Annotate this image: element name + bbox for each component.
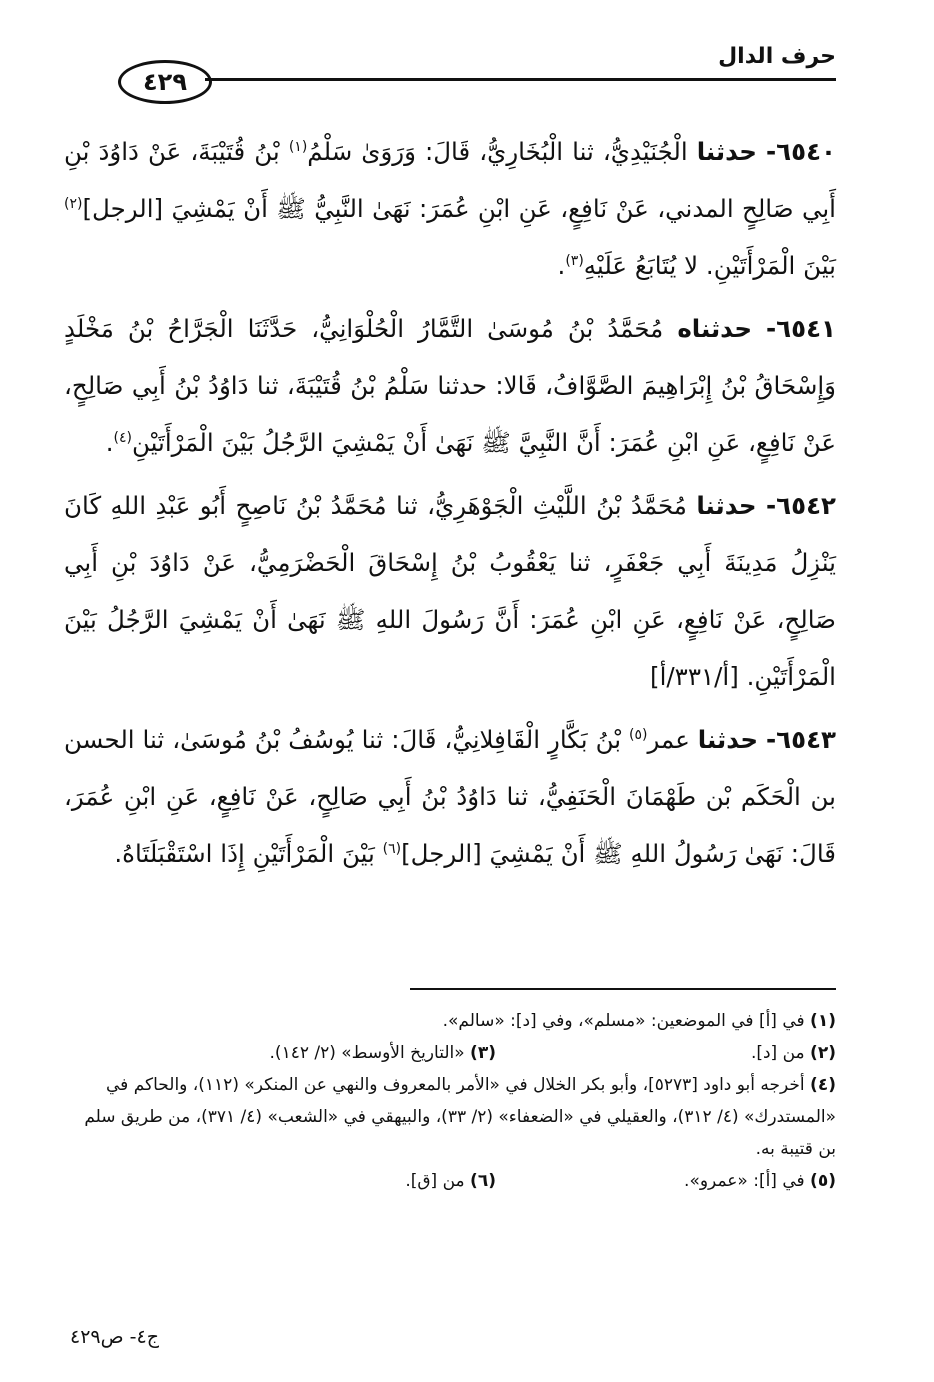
hadith-number: ٦٥٤٢- bbox=[766, 491, 836, 520]
footnote-row bbox=[64, 1037, 836, 1069]
footnotes bbox=[64, 1005, 836, 1197]
page-number-badge: ٤٢٩ bbox=[118, 60, 212, 104]
hadith-text: بْنُ قُتَيْبَةَ، عَنْ دَاوُدَ بْنِ أَبِي صَالِحٍ المدني، عَنْ نَافِعٍ، عَنِ ابْنِ عُمَرَ: نَهَىٰ النَّبِيُّ ﷺ أَنْ يَمْشِيَ [الرجل] bbox=[64, 137, 836, 223]
hadith-number: ٦٥٤١- bbox=[766, 314, 836, 343]
narration-keyword: حدثنا bbox=[697, 725, 759, 754]
footnote-ref[interactable]: (٢) bbox=[64, 195, 83, 212]
footnote-ref[interactable]: (١) bbox=[288, 138, 308, 155]
volume-page-reference: ج٤- ص٤٢٩ bbox=[70, 1326, 159, 1348]
main-text bbox=[64, 123, 836, 888]
footnote-label: (٤) bbox=[810, 1075, 836, 1095]
hadith-text: بْنُ بَكَّارٍ الْقَافِلانِيُّ، قَالَ: ثنا يُوسُفُ بْنُ مُوسَىٰ، ثنا الحسن بن الْحَكَم بْن طَهْمَانَ الْحَنَفِيُّ، ثنا دَاوُدُ بْنُ أَبِي صَالِحٍ، عَنْ نَافِعٍ، عَنِ ابْنِ عُمَرَ، قَالَ: نَهَىٰ رَسُولُ اللهِ ﷺ أَنْ يَمْشِيَ [الرجل] bbox=[64, 725, 836, 868]
narration-keyword: حدثنا bbox=[696, 137, 757, 166]
hadith-text: مُحَمَّدُ بْنُ مُوسَىٰ التَّمَّارُ الْحُلْوَانِيُّ، حَدَّثَنَا الْجَرَّاحُ بْنُ مَخْلَدٍ وَإِسْحَاقُ بْنُ إِبْرَاهِيمَ الصَّوَّافُ، قَالا: حدثنا سَلْمُ بْنُ قُتَيْبَةَ، ثنا دَاوُدُ بْنُ أَبِي صَالِحٍ، عَنْ نَافِعٍ، عَنِ ابْنِ عُمَرَ: أَنَّ النَّبِيَّ ﷺ نَهَىٰ أَنْ يَمْشِيَ الرَّجُلُ بَيْنَ الْمَرْأَتَيْنِ bbox=[64, 314, 836, 457]
footnote-rule bbox=[410, 988, 836, 990]
footnote-row bbox=[64, 1069, 836, 1165]
hadith-6541 bbox=[64, 300, 836, 471]
footnote-4 bbox=[64, 1069, 836, 1165]
hadith-text: بَيْنَ الْمَرْأَتَيْنِ. لا يُتَابَعُ عَلَيْهِ bbox=[583, 251, 836, 280]
footnote-3 bbox=[156, 1037, 496, 1069]
footnote-label: (١) bbox=[810, 1011, 836, 1031]
footnote-text: في [أ]: «عمرو». bbox=[684, 1171, 805, 1191]
footnote-6 bbox=[156, 1165, 496, 1197]
footnote-ref[interactable]: (٥) bbox=[629, 726, 648, 743]
hadith-6543 bbox=[64, 711, 836, 882]
footnote-text: «التاريخ الأوسط» (٢/ ١٤٢). bbox=[269, 1043, 465, 1063]
footnote-text: من [د]. bbox=[750, 1043, 805, 1063]
hadith-text: الْجُنَيْدِيُّ، ثنا الْبُخَارِيُّ، قَالَ: وَرَوَىٰ سَلْمُ bbox=[307, 137, 688, 166]
footnote-label: (٥) bbox=[810, 1171, 836, 1191]
hadith-6542 bbox=[64, 477, 836, 705]
footnote-label: (٣) bbox=[470, 1043, 496, 1063]
footnote-2 bbox=[496, 1037, 836, 1069]
narration-keyword: حدثنا bbox=[696, 491, 757, 520]
hadith-text: . bbox=[557, 251, 566, 280]
hadith-6540 bbox=[64, 123, 836, 294]
footnote-5 bbox=[496, 1165, 836, 1197]
hadith-text: . bbox=[105, 428, 114, 457]
hadith-number: ٦٥٤٣- bbox=[765, 725, 836, 754]
header-rule bbox=[205, 78, 836, 81]
footnote-text: في [أ] في الموضعين: «مسلم»، وفي [د]: «سالم». bbox=[442, 1011, 805, 1031]
hadith-number: ٦٥٤٠- bbox=[766, 137, 836, 166]
footnote-1 bbox=[443, 1005, 836, 1037]
narration-keyword: حدثناه bbox=[677, 314, 752, 343]
footnote-ref[interactable]: (٤) bbox=[113, 429, 132, 446]
footnote-row bbox=[64, 1165, 836, 1197]
manuscript-folio-ref: [أ/٣٣١/أ] bbox=[650, 662, 739, 691]
hadith-text: بَيْنَ الْمَرْأَتَيْنِ إِذَا اسْتَقْبَلَتَاهُ. bbox=[114, 839, 375, 868]
running-header-title: حرف الدال bbox=[718, 44, 836, 69]
footnote-text: أخرجه أبو داود [٥٢٧٣]، وأبو بكر الخلال في «الأمر بالمعروف والنهي عن المنكر» (١١٢)، والحاكم في «المستدرك» (٤/ ٣١٢)، والعقيلي في «الضعفاء» (٢/ ٣٣)، والبيهقي في «الشعب» (٤/ ٣٧١)، من طريق سلم بن قتيبة به. bbox=[84, 1075, 836, 1159]
footnote-ref[interactable]: (٦) bbox=[382, 840, 402, 857]
footnote-label: (٦) bbox=[470, 1171, 496, 1191]
footnote-text: من [ق]. bbox=[405, 1171, 465, 1191]
footnote-label: (٢) bbox=[810, 1043, 836, 1063]
hadith-text: مُحَمَّدُ بْنُ اللَّيْثِ الْجَوْهَرِيُّ، ثنا مُحَمَّدُ بْنُ نَاصِحٍ أَبُو عَبْدِ اللهِ كَانَ يَنْزِلُ مَدِينَةَ أَبِي جَعْفَرٍ، ثنا يَعْقُوبُ بْنُ إِسْحَاقَ الْحَضْرَمِيُّ، عَنْ دَاوُدَ بْنِ أَبِي صَالِحٍ، عَنْ نَافِعٍ، عَنِ ابْنِ عُمَرَ: أَنَّ رَسُولَ اللهِ ﷺ نَهَىٰ أَنْ يَمْشِيَ الرَّجُلُ بَيْنَ الْمَرْأَتَيْنِ. bbox=[64, 491, 836, 691]
footnote-row bbox=[64, 1005, 836, 1037]
footnote-ref[interactable]: (٣) bbox=[565, 252, 584, 269]
hadith-text: عمر bbox=[647, 725, 690, 754]
